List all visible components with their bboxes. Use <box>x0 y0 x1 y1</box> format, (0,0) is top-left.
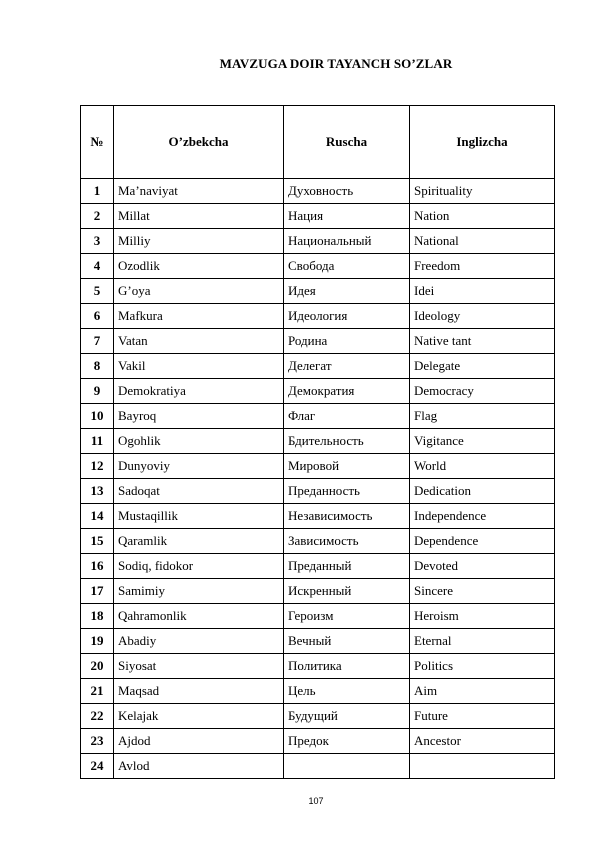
english-term-cell: Heroism <box>410 604 555 629</box>
russian-term-cell: Флаг <box>284 404 410 429</box>
row-number-cell: 22 <box>81 704 114 729</box>
table-row <box>81 279 555 304</box>
row-number-cell: 23 <box>81 729 114 754</box>
row-number-cell: 4 <box>81 254 114 279</box>
uzbek-term-cell: Maqsad <box>114 679 284 704</box>
row-number-cell: 9 <box>81 379 114 404</box>
table-row <box>81 379 555 404</box>
russian-term-cell: Зависимость <box>284 529 410 554</box>
russian-term-cell: Национальный <box>284 229 410 254</box>
row-number-cell: 18 <box>81 604 114 629</box>
header-english: Inglizcha <box>410 106 555 179</box>
row-number-cell: 8 <box>81 354 114 379</box>
russian-term-cell: Будущий <box>284 704 410 729</box>
row-number-cell: 11 <box>81 429 114 454</box>
english-term-cell: Nation <box>410 204 555 229</box>
page-title: MAVZUGA DOIR TAYANCH SO’ZLAR <box>219 56 453 71</box>
english-term-cell <box>410 754 555 779</box>
english-term-cell: Politics <box>410 654 555 679</box>
table-row <box>81 729 555 754</box>
uzbek-term-cell: Siyosat <box>114 654 284 679</box>
english-term-cell: Aim <box>410 679 555 704</box>
russian-term-cell: Идея <box>284 279 410 304</box>
table-row <box>81 329 555 354</box>
russian-term-cell: Преданный <box>284 554 410 579</box>
uzbek-term-cell: Mafkura <box>114 304 284 329</box>
english-term-cell: Idei <box>410 279 555 304</box>
uzbek-term-cell: Demokratiya <box>114 379 284 404</box>
table-row <box>81 404 555 429</box>
russian-term-cell: Духовность <box>284 179 410 204</box>
english-term-cell: Future <box>410 704 555 729</box>
table-row <box>81 704 555 729</box>
uzbek-term-cell: Samimiy <box>114 579 284 604</box>
english-term-cell: Freedom <box>410 254 555 279</box>
uzbek-term-cell: Mustaqillik <box>114 504 284 529</box>
row-number-cell: 20 <box>81 654 114 679</box>
table-row <box>81 454 555 479</box>
uzbek-term-cell: Ogohlik <box>114 429 284 454</box>
header-russian: Ruscha <box>284 106 410 179</box>
uzbek-term-cell: G’oya <box>114 279 284 304</box>
english-term-cell: Flag <box>410 404 555 429</box>
row-number-cell: 13 <box>81 479 114 504</box>
uzbek-term-cell: Sodiq, fidokor <box>114 554 284 579</box>
russian-term-cell: Вечный <box>284 629 410 654</box>
uzbek-term-cell: Bayroq <box>114 404 284 429</box>
english-term-cell: Sincere <box>410 579 555 604</box>
english-term-cell: Vigitance <box>410 429 555 454</box>
table-row <box>81 754 555 779</box>
table-row <box>81 529 555 554</box>
russian-term-cell: Нация <box>284 204 410 229</box>
uzbek-term-cell: Milliy <box>114 229 284 254</box>
table-row <box>81 679 555 704</box>
uzbek-term-cell: Vakil <box>114 354 284 379</box>
uzbek-term-cell: Millat <box>114 204 284 229</box>
russian-term-cell: Преданность <box>284 479 410 504</box>
russian-term-cell: Искренный <box>284 579 410 604</box>
russian-term-cell <box>284 754 410 779</box>
row-number-cell: 7 <box>81 329 114 354</box>
uzbek-term-cell: Avlod <box>114 754 284 779</box>
table-row <box>81 479 555 504</box>
russian-term-cell: Демократия <box>284 379 410 404</box>
english-term-cell: Eternal <box>410 629 555 654</box>
header-uzbek: O’zbekcha <box>114 106 284 179</box>
row-number-cell: 10 <box>81 404 114 429</box>
uzbek-term-cell: Ozodlik <box>114 254 284 279</box>
row-number-cell: 17 <box>81 579 114 604</box>
table-row <box>81 504 555 529</box>
row-number-cell: 3 <box>81 229 114 254</box>
table-row <box>81 604 555 629</box>
row-number-cell: 21 <box>81 679 114 704</box>
uzbek-term-cell: Qaramlik <box>114 529 284 554</box>
row-number-cell: 6 <box>81 304 114 329</box>
russian-term-cell: Идеология <box>284 304 410 329</box>
english-term-cell: Democracy <box>410 379 555 404</box>
table-row <box>81 354 555 379</box>
row-number-cell: 2 <box>81 204 114 229</box>
russian-term-cell: Героизм <box>284 604 410 629</box>
uzbek-term-cell: Kelajak <box>114 704 284 729</box>
row-number-cell: 19 <box>81 629 114 654</box>
uzbek-term-cell: Qahramonlik <box>114 604 284 629</box>
russian-term-cell: Независимость <box>284 504 410 529</box>
english-term-cell: World <box>410 454 555 479</box>
table-row <box>81 579 555 604</box>
russian-term-cell: Предок <box>284 729 410 754</box>
row-number-cell: 16 <box>81 554 114 579</box>
row-number-cell: 15 <box>81 529 114 554</box>
english-term-cell: Dependence <box>410 529 555 554</box>
uzbek-term-cell: Abadiy <box>114 629 284 654</box>
english-term-cell: Independence <box>410 504 555 529</box>
russian-term-cell: Делегат <box>284 354 410 379</box>
english-term-cell: Delegate <box>410 354 555 379</box>
table-row <box>81 429 555 454</box>
table-row <box>81 629 555 654</box>
russian-term-cell: Цель <box>284 679 410 704</box>
russian-term-cell: Свобода <box>284 254 410 279</box>
english-term-cell: Spirituality <box>410 179 555 204</box>
table-row <box>81 654 555 679</box>
uzbek-term-cell: Dunyoviy <box>114 454 284 479</box>
row-number-cell: 12 <box>81 454 114 479</box>
english-term-cell: Dedication <box>410 479 555 504</box>
table-body <box>81 179 555 779</box>
table-row <box>81 229 555 254</box>
russian-term-cell: Бдительность <box>284 429 410 454</box>
english-term-cell: Devoted <box>410 554 555 579</box>
uzbek-term-cell: Ajdod <box>114 729 284 754</box>
row-number-cell: 1 <box>81 179 114 204</box>
english-term-cell: Ancestor <box>410 729 555 754</box>
uzbek-term-cell: Vatan <box>114 329 284 354</box>
row-number-cell: 14 <box>81 504 114 529</box>
uzbek-term-cell: Ma’naviyat <box>114 179 284 204</box>
table-row <box>81 554 555 579</box>
row-number-cell: 24 <box>81 754 114 779</box>
english-term-cell: National <box>410 229 555 254</box>
russian-term-cell: Мировой <box>284 454 410 479</box>
table-row <box>81 179 555 204</box>
russian-term-cell: Политика <box>284 654 410 679</box>
russian-term-cell: Родина <box>284 329 410 354</box>
row-number-cell: 5 <box>81 279 114 304</box>
english-term-cell: Native tant <box>410 329 555 354</box>
table-row <box>81 254 555 279</box>
page-number: 107 <box>308 796 324 806</box>
table-header-row <box>81 106 555 179</box>
uzbek-term-cell: Sadoqat <box>114 479 284 504</box>
vocabulary-table <box>80 105 555 779</box>
english-term-cell: Ideology <box>410 304 555 329</box>
table-row <box>81 204 555 229</box>
table-row <box>81 304 555 329</box>
header-number: № <box>81 106 114 179</box>
